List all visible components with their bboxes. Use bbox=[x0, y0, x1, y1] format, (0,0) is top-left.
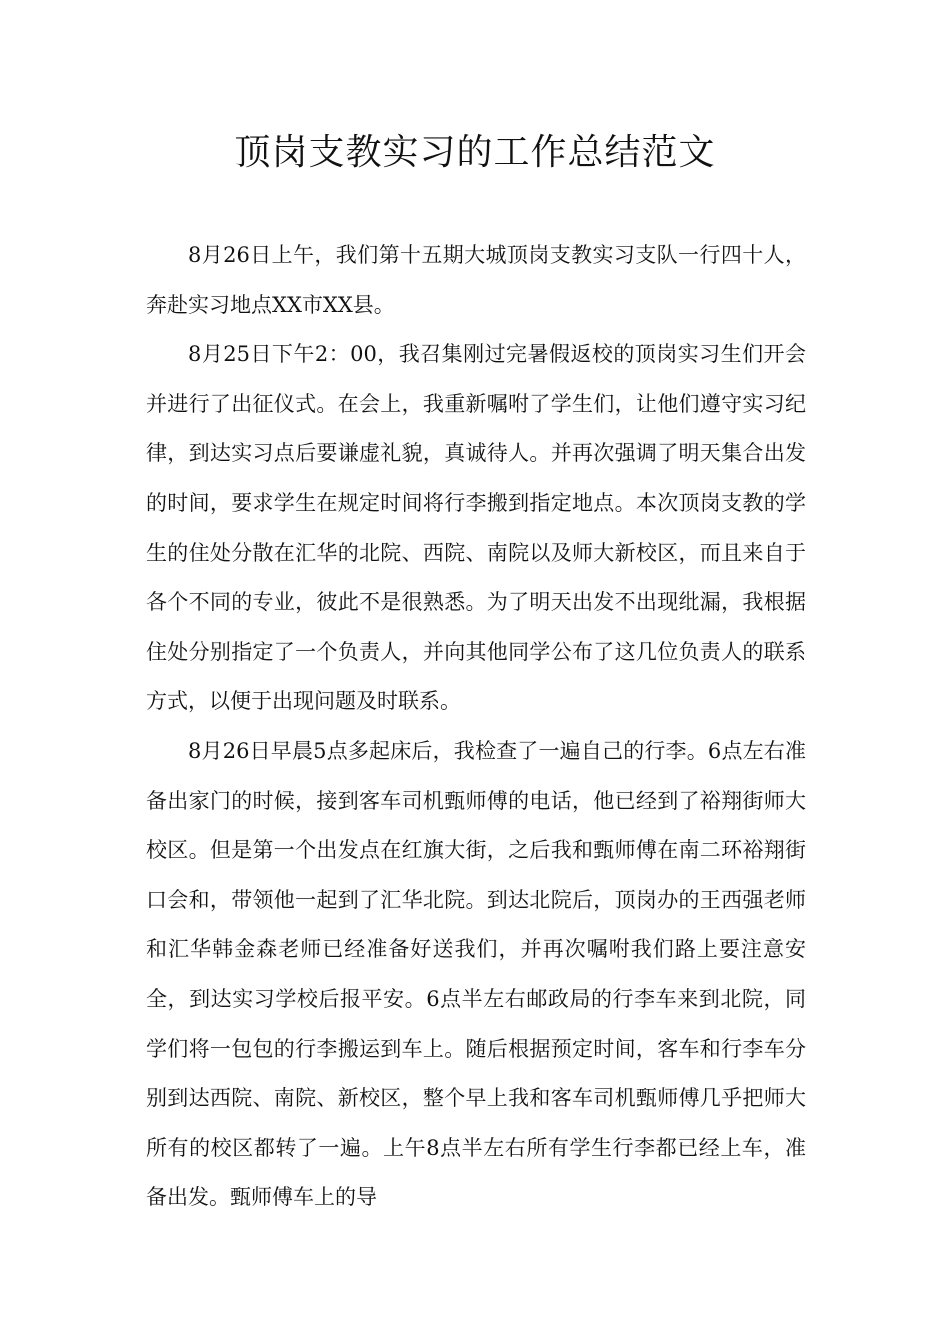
paragraph-1: 8月26日上午，我们第十五期大城顶岗支教实习支队一行四十人，奔赴实习地点XX市XX县。 bbox=[146, 243, 806, 317]
document-title: 顶岗支教实习的工作总结范文 bbox=[234, 132, 716, 173]
paragraph-2: 8月25日下午2：00，我召集刚过完暑假返校的顶岗实习生们开会并进行了出征仪式。在会上，我重新嘱咐了学生们，让他们遵守实习纪律，到达实习点后要谦虚礼貌，真诚待人。并再次强调了明天集合出发的时间，要求学生在规定时间将行李搬到指定地点。本次顶岗支教的学生的住处分散在汇华的北院、西院、南院以及师大新校区，而且来自于各个不同的专业，彼此不是很熟悉。为了明天出发不出现纰漏，我根据住处分别指定了一个负责人，并向其他同学公布了这几位负责人的联系方式，以便于出现问题及时联系。 bbox=[146, 342, 806, 714]
paragraph-3: 8月26日早晨5点多起床后，我检查了一遍自己的行李。6点左右准备出家门的时候，接到客车司机甄师傅的电话，他已经到了裕翔街师大校区。但是第一个出发点在红旗大街，之后我和甄师傅在南二环裕翔街口会和，带领他一起到了汇华北院。到达北院后，顶岗办的王西强老师和汇华韩金森老师已经准备好送我们，并再次嘱咐我们路上要注意安全，到达实习学校后报平安。6点半左右邮政局的行李车来到北院，同学们将一包包的行李搬运到车上。随后根据预定时间，客车和行李车分别到达西院、南院、新校区，整个早上我和客车司机甄师傅几乎把师大所有的校区都转了一遍。上午8点半左右所有学生行李都已经上车，准备出发。甄师傅车上的导 bbox=[146, 738, 806, 1210]
document-body bbox=[146, 231, 806, 1223]
